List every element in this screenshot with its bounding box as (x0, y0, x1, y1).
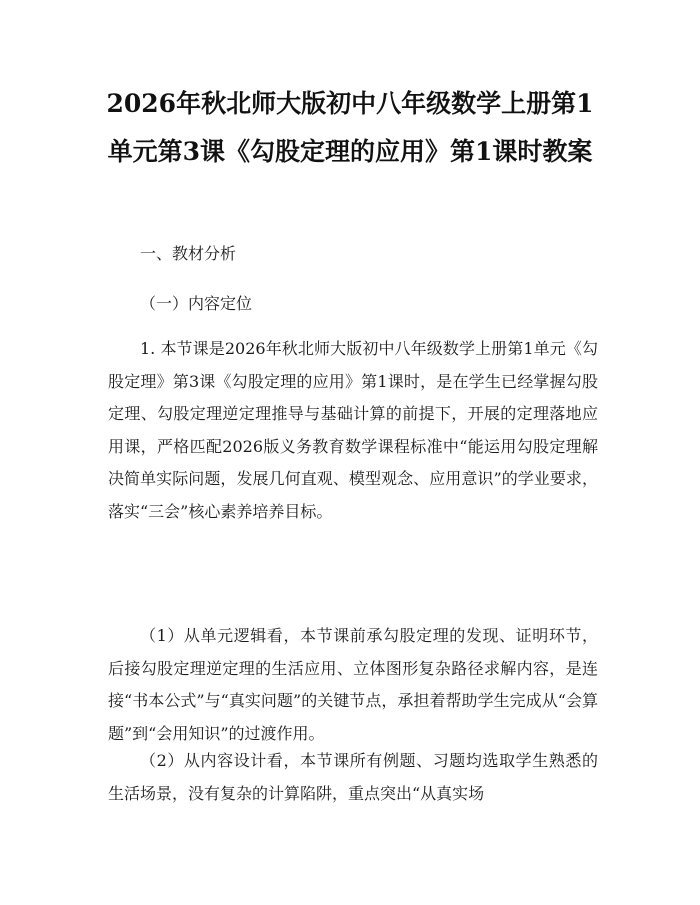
subsection-heading: （一）内容定位 (140, 294, 253, 313)
section-heading: 一、教材分析 (140, 244, 237, 263)
paragraph-2: （1）从单元逻辑看，本节课前承勾股定理的发现、证明环节，后接勾股定理逆定理的生活应用、立体图形复杂路径求解内容，是连接“书本公式”与“真实问题”的关键节点，承担着帮助学生完成从“会算题”到“会用知识”的过渡作用。 (108, 626, 598, 743)
paragraph-3: （2）从内容设计看，本节课所有例题、习题均选取学生熟悉的生活场景，没有复杂的计算陷阱，重点突出“从真实场 (108, 751, 598, 803)
document-title: 2026年秋北师大版初中八年级数学上册第1单元第3课《勾股定理的应用》第1课时教案 (106, 89, 594, 166)
paragraph-1: 1. 本节课是2026年秋北师大版初中八年级数学上册第1单元《勾股定理》第3课《勾股定理的应用》第1课时，是在学生已经掌握勾股定理、勾股定理逆定理推导与基础计算的前提下，开展的定理落地应用课，严格匹配2026版义务教育数学课程标准中“能运用勾股定理解决简单实际问题，发展几何直观、模型观念、应用意识”的学业要求，落实“三会”核心素养培养目标。 (108, 339, 598, 521)
